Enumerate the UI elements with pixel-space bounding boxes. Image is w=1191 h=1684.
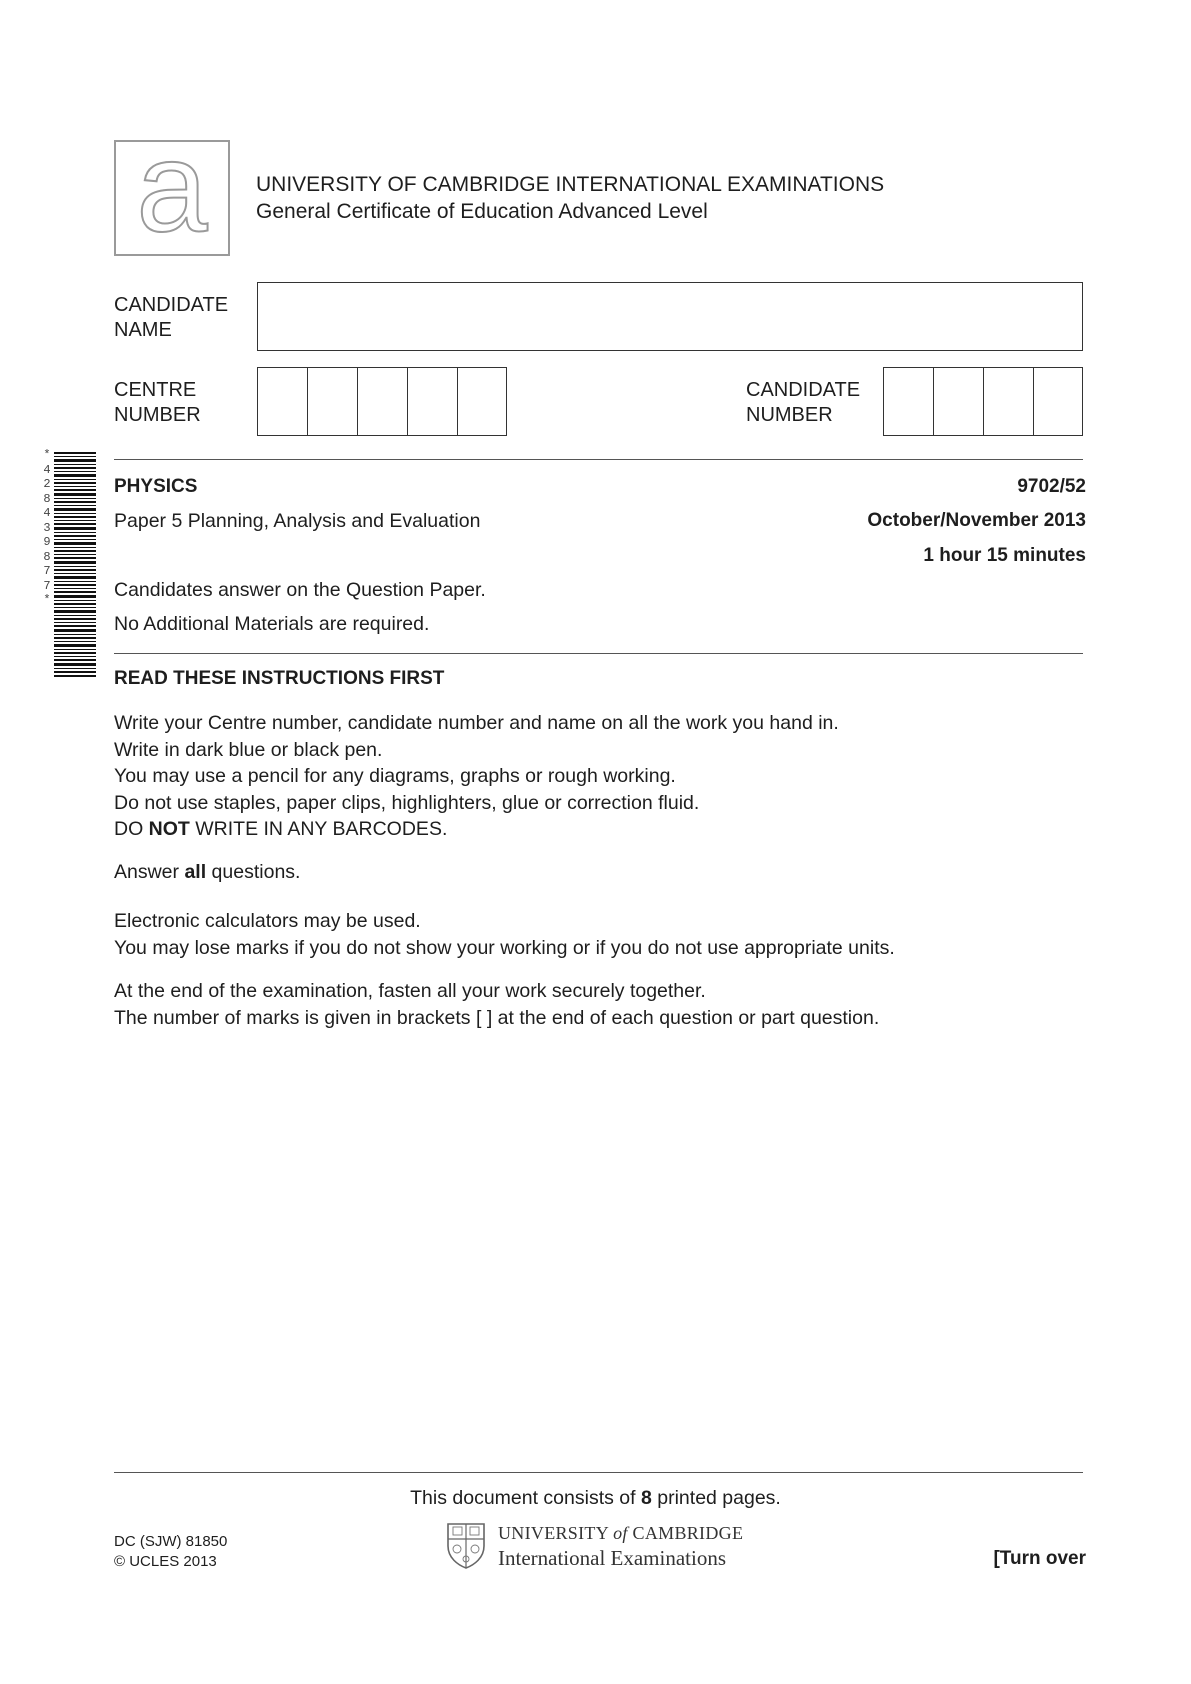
logo-letter: a	[136, 116, 208, 259]
cambridge-shield-icon	[446, 1522, 486, 1570]
exam-board-logo	[114, 116, 230, 259]
centre-number-label: CENTRE NUMBER	[114, 379, 201, 426]
exam-session: October/November 2013	[867, 510, 1086, 531]
calculator-instructions	[114, 908, 895, 961]
instruction-line: Write in dark blue or black pen.	[114, 738, 383, 761]
candidate-number-boxes[interactable]	[883, 367, 1083, 436]
candidate-name-box[interactable]	[257, 282, 1083, 351]
divider	[114, 459, 1083, 460]
candidate-name-label: CANDIDATE NAME	[114, 294, 229, 341]
instruction-line: Answer all questions.	[114, 861, 301, 883]
barcode-digits: * 4 2 8 4 3 9 8 7 7 *	[43, 448, 51, 607]
cambridge-footer-logo	[446, 1522, 746, 1574]
instructions-heading: READ THESE INSTRUCTIONS FIRST	[114, 668, 445, 689]
turn-over-note: [Turn over	[993, 1548, 1086, 1569]
instruction-line: At the end of the examination, fasten all your work securely together.	[114, 980, 706, 1002]
centre-number-boxes[interactable]	[257, 367, 507, 436]
materials-note: No Additional Materials are required.	[114, 613, 430, 635]
answer-note: Candidates answer on the Question Paper.	[114, 579, 486, 601]
paper-title: Paper 5 Planning, Analysis and Evaluation	[114, 510, 481, 532]
footer-divider	[114, 1472, 1083, 1473]
end-instructions	[114, 978, 879, 1031]
instruction-line: You may lose marks if you do not show your working or if you do not use appropriate units.	[114, 936, 895, 959]
instruction-line: DO NOT WRITE IN ANY BARCODES.	[114, 818, 448, 840]
paper-code: 9702/52	[1017, 476, 1086, 497]
candidate-number-digit-box[interactable]	[934, 368, 984, 435]
instruction-line: You may use a pencil for any diagrams, graphs or rough working.	[114, 765, 676, 787]
candidate-number-digit-box[interactable]	[1034, 368, 1082, 435]
candidate-number-label: CANDIDATE NUMBER	[746, 379, 861, 426]
centre-number-digit-box[interactable]	[258, 368, 308, 435]
page-count-note: This document consists of 8 printed pages.	[410, 1487, 781, 1509]
document-reference: DC (SJW) 81850 © UCLES 2013	[114, 1533, 228, 1570]
subject-title: PHYSICS	[114, 476, 198, 497]
centre-number-digit-box[interactable]	[358, 368, 408, 435]
centre-number-digit-box[interactable]	[308, 368, 358, 435]
qualification-level: General Certificate of Education Advanced Level	[256, 200, 708, 223]
candidate-number-digit-box[interactable]	[884, 368, 934, 435]
centre-number-digit-box[interactable]	[408, 368, 458, 435]
instruction-line: The number of marks is given in brackets [ ] at the end of each question or part question.	[114, 1006, 880, 1029]
divider	[114, 653, 1083, 654]
instruction-line: Do not use staples, paper clips, highlighters, glue or correction fluid.	[114, 791, 700, 814]
exam-board-name: UNIVERSITY OF CAMBRIDGE INTERNATIONAL EXAMINATIONS	[256, 173, 885, 196]
ucie-name-line2: International Examinations	[498, 1546, 727, 1570]
candidate-number-digit-box[interactable]	[984, 368, 1034, 435]
centre-number-digit-box[interactable]	[458, 368, 506, 435]
exam-duration: 1 hour 15 minutes	[923, 545, 1086, 566]
instruction-line: Write your Centre number, candidate number and name on all the work you hand in.	[114, 712, 839, 734]
ucie-name-line1: UNIVERSITY of CAMBRIDGE	[498, 1523, 744, 1543]
instructions-block	[114, 710, 839, 843]
instruction-line: Electronic calculators may be used.	[114, 910, 421, 932]
